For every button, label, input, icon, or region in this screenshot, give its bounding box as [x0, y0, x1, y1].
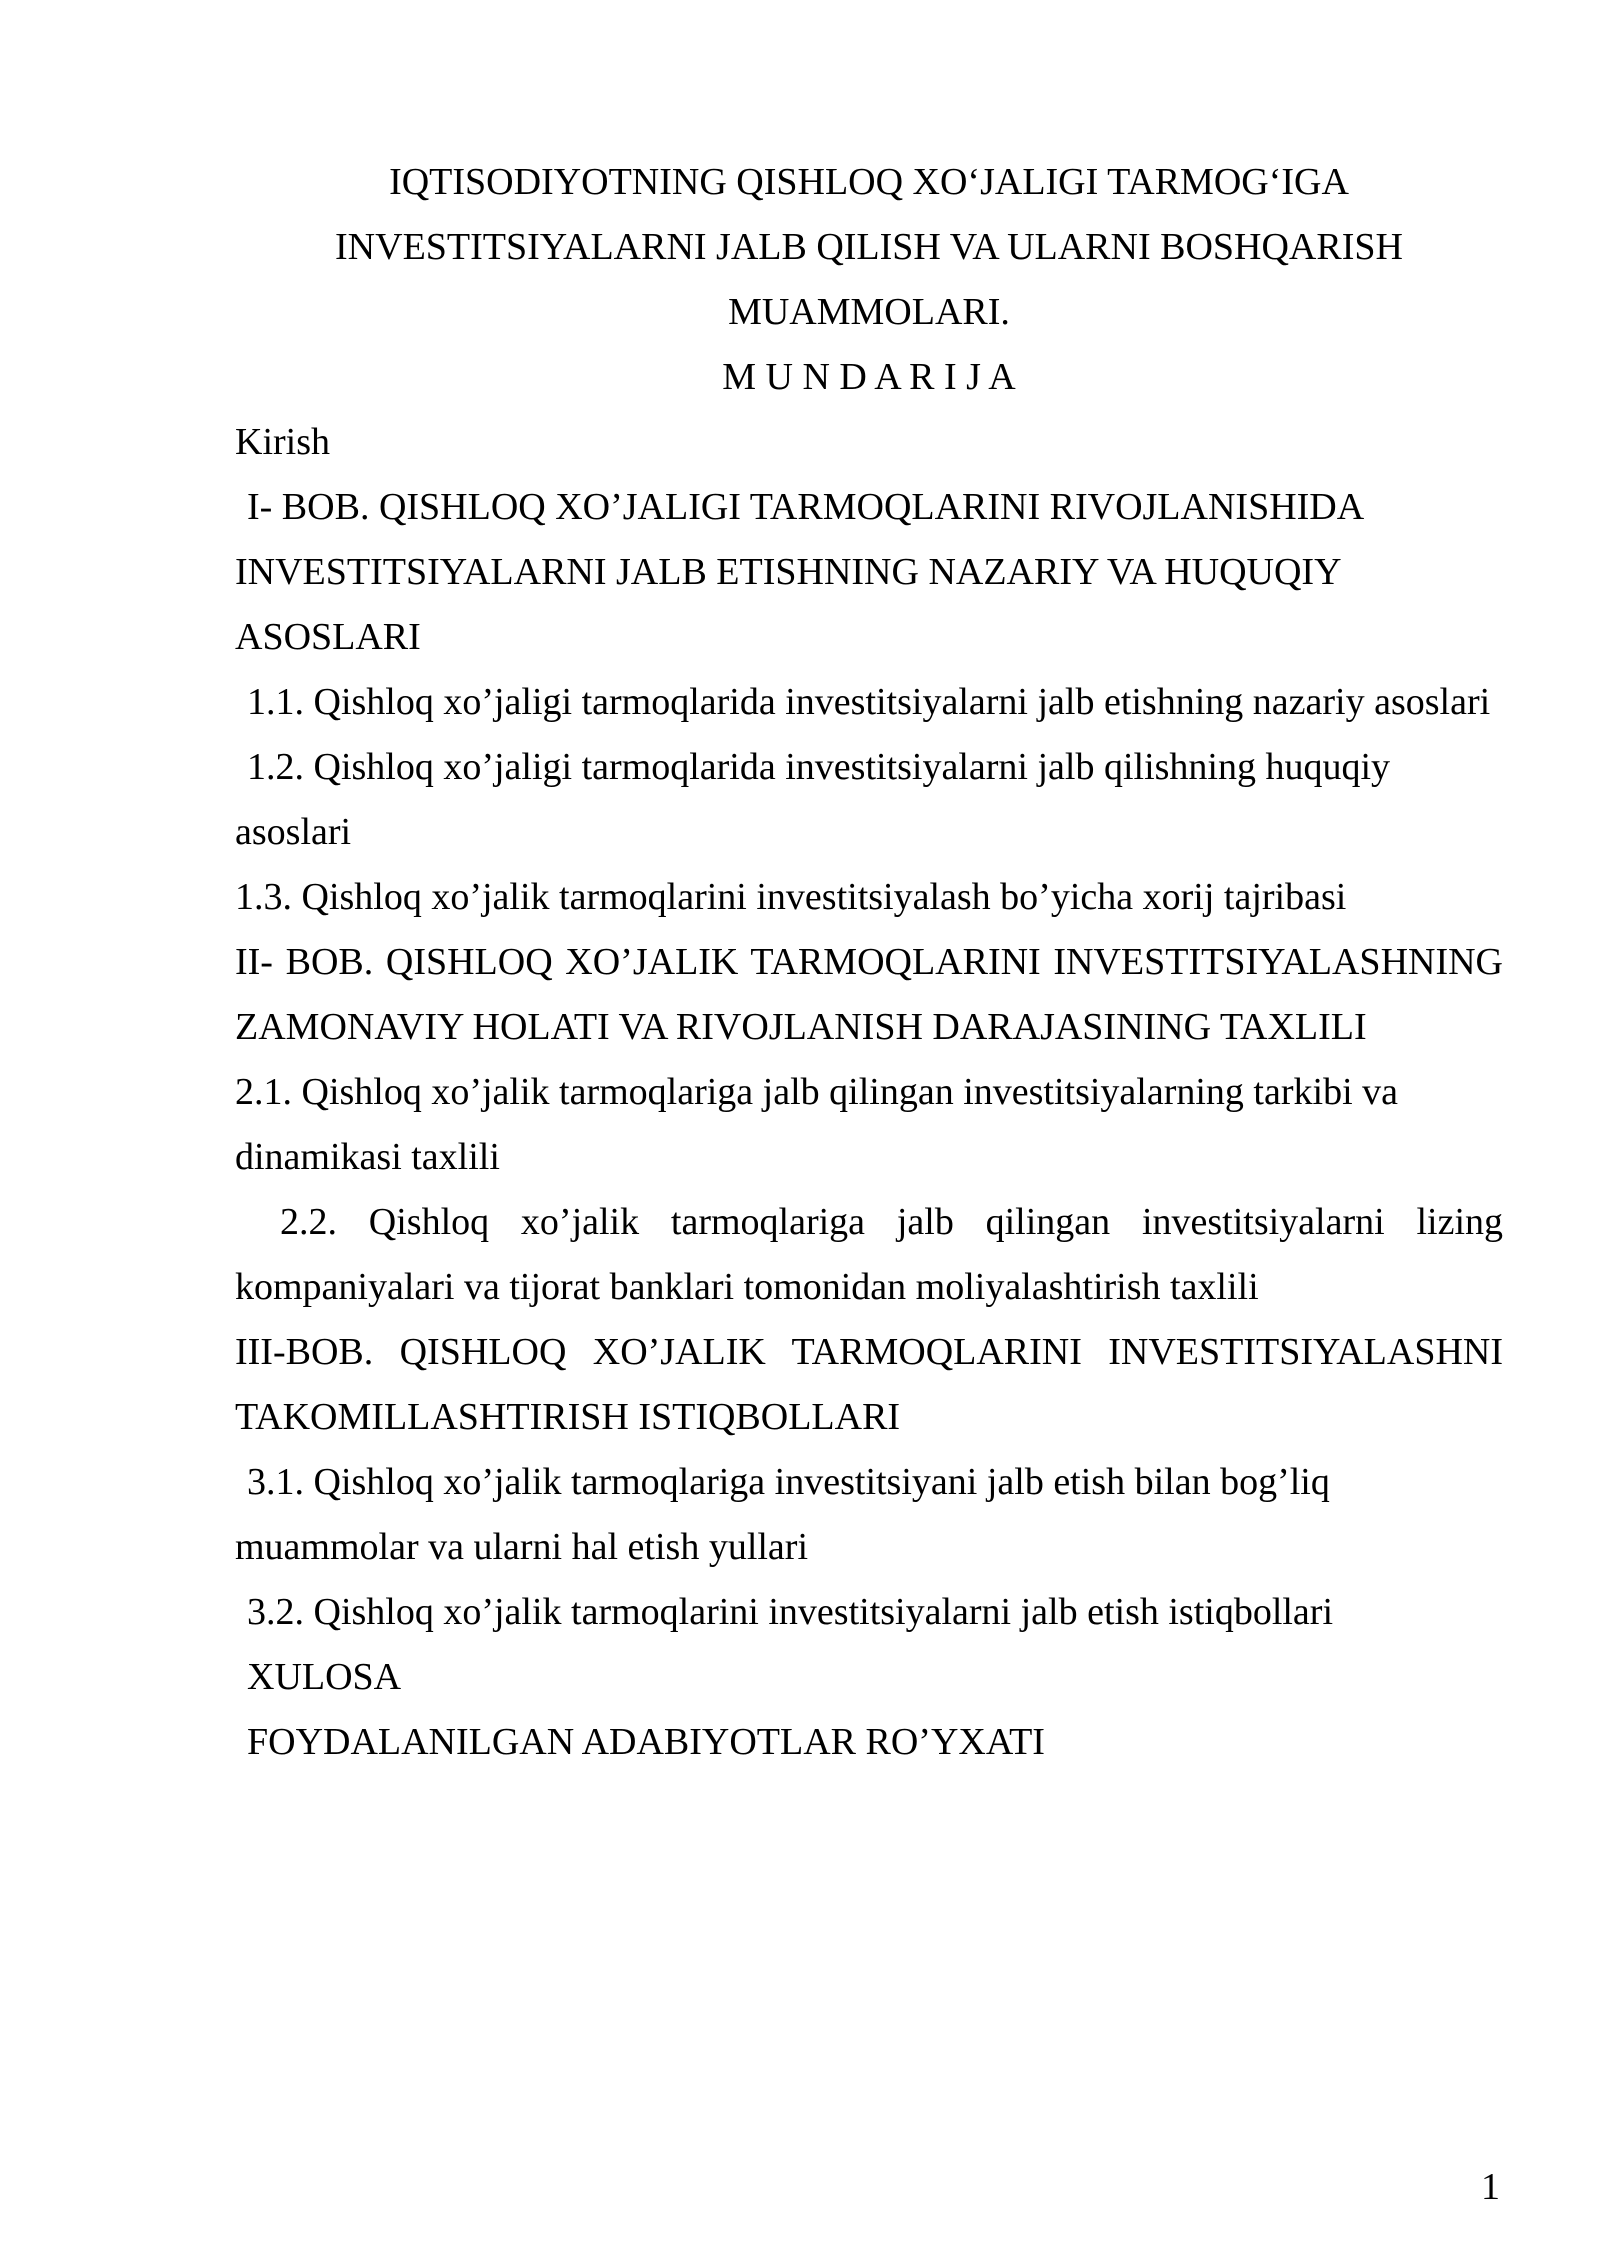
intro-label: Kirish [235, 421, 330, 463]
page-number: 1 [1481, 2166, 1500, 2208]
chapter-2 [235, 930, 1503, 1320]
chapter-2-heading: II- BOB. QISHLOQ XO’JALIK TARMOQLARINI INVESTITSIYALASHNING ZAMONAVIY HOLATI VA RIVOJLANISH DARAJASINING TAXLILI [235, 941, 1503, 1048]
conclusion-label: XULOSA [247, 1656, 402, 1698]
references-label: FOYDALANILGAN ADABIYOTLAR RO’YXATI [247, 1721, 1045, 1763]
toc-item-2-1: 2.1. Qishloq xo’jalik tarmoqlariga jalb qilingan investitsiyalarning tarkibi va dinamikasi taxlili [235, 1071, 1398, 1178]
toc-item-3-2: 3.2. Qishloq xo’jalik tarmoqlarini investitsiyalarni jalb etish istiqbollari [247, 1591, 1334, 1633]
chapter-3 [235, 1320, 1503, 1645]
document-title: IQTISODIYOTNING QISHLOQ XO‘JALIGI TARMOG‘IGA INVESTITSIYALARNI JALB QILISH VA ULARNI BOSHQARISH MUAMMOLARI. [335, 161, 1403, 333]
toc-item-3-1: 3.1. Qishloq xo’jalik tarmoqlariga investitsiyani jalb etish bilan bog’liq muammolar va ularni hal etish yullari [235, 1461, 1330, 1568]
toc-item-2-2: 2.2. Qishloq xo’jalik tarmoqlariga jalb qilingan investitsiyalarni lizing kompaniyalari va tijorat banklari tomonidan moliyalashtirish taxlili [235, 1201, 1503, 1308]
chapter-1 [235, 475, 1503, 930]
chapter-3-heading: III-BOB. QISHLOQ XO’JALIK TARMOQLARINI INVESTITSIYALASHNI TAKOMILLASHTIRISH ISTIQBOLLARI [235, 1331, 1503, 1438]
chapter-1-heading: I- BOB. QISHLOQ XO’JALIGI TARMOQLARINI RIVOJLANISHIDA INVESTITSIYALARNI JALB ETISHNING NAZARIY VA HUQUQIY ASOSLARI [235, 486, 1363, 658]
toc-item-1-3: 1.3. Qishloq xo’jalik tarmoqlarini investitsiyalash bo’yicha xorij tajribasi [235, 876, 1347, 918]
toc-item-1-1: 1.1. Qishloq xo’jaligi tarmoqlarida investitsiyalarni jalb etishning nazariy asoslari [247, 681, 1491, 723]
toc-heading: M U N D A R I J A [722, 356, 1016, 398]
toc-item-1-2: 1.2. Qishloq xo’jaligi tarmoqlarida investitsiyalarni jalb qilishning huquqiy asoslari [235, 746, 1391, 853]
